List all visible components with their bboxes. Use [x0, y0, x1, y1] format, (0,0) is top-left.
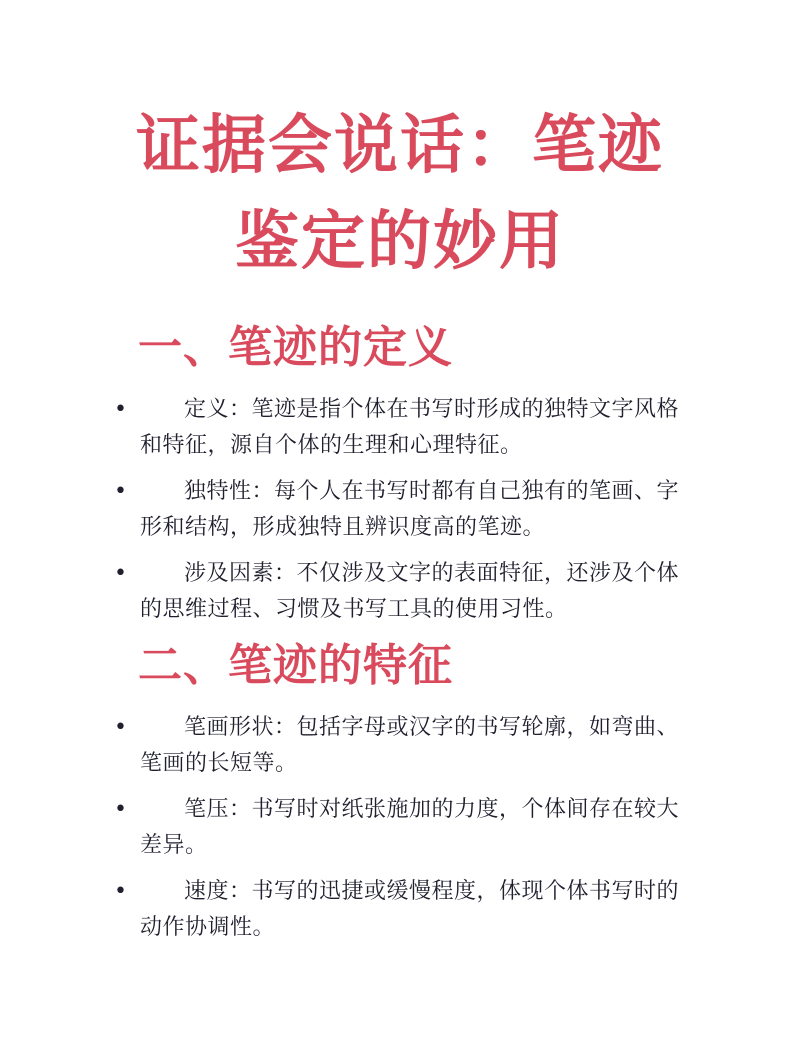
page-title: [0, 98, 800, 290]
page-title-line-2: 鉴定的妙用: [235, 205, 565, 279]
section-heading-definition: 一、笔迹的定义: [138, 322, 453, 373]
bullet-icon: •: [114, 797, 128, 822]
list-item-text: 涉及因素：不仅涉及文字的表面特征，还涉及个体的思维过程、习惯及书写工具的使用习性。: [140, 561, 680, 622]
list-item-speed: [114, 874, 685, 946]
list-item-stroke-shape: [114, 710, 685, 782]
list-item-text: 定义：笔迹是指个体在书写时形成的独特文字风格和特征，源自个体的生理和心理特征。: [140, 397, 680, 458]
list-item-definition: [114, 392, 685, 464]
bullet-icon: •: [114, 879, 128, 904]
bullet-icon: •: [114, 561, 128, 586]
list-item-text: 笔画形状：包括字母或汉字的书写轮廓，如弯曲、笔画的长短等。: [140, 715, 680, 776]
list-item-text: 速度：书写的迅捷或缓慢程度，体现个体书写时的动作协调性。: [140, 879, 680, 940]
list-item-pen-pressure: [114, 792, 685, 864]
list-item-text: 独特性：每个人在书写时都有自己独有的笔画、字形和结构，形成独特且辨识度高的笔迹。: [140, 479, 680, 540]
definition-list: [0, 392, 800, 628]
list-item-uniqueness: [114, 474, 685, 546]
section-heading-features: 二、笔迹的特征: [138, 640, 453, 691]
bullet-icon: •: [114, 479, 128, 504]
list-item-factors: [114, 556, 685, 628]
bullet-icon: •: [114, 715, 128, 740]
list-item-text: 笔压：书写时对纸张施加的力度，个体间存在较大差异。: [140, 797, 680, 858]
features-list: [0, 710, 800, 946]
bullet-icon: •: [114, 397, 128, 422]
page-title-line-1: 证据会说话：笔迹: [136, 109, 664, 183]
